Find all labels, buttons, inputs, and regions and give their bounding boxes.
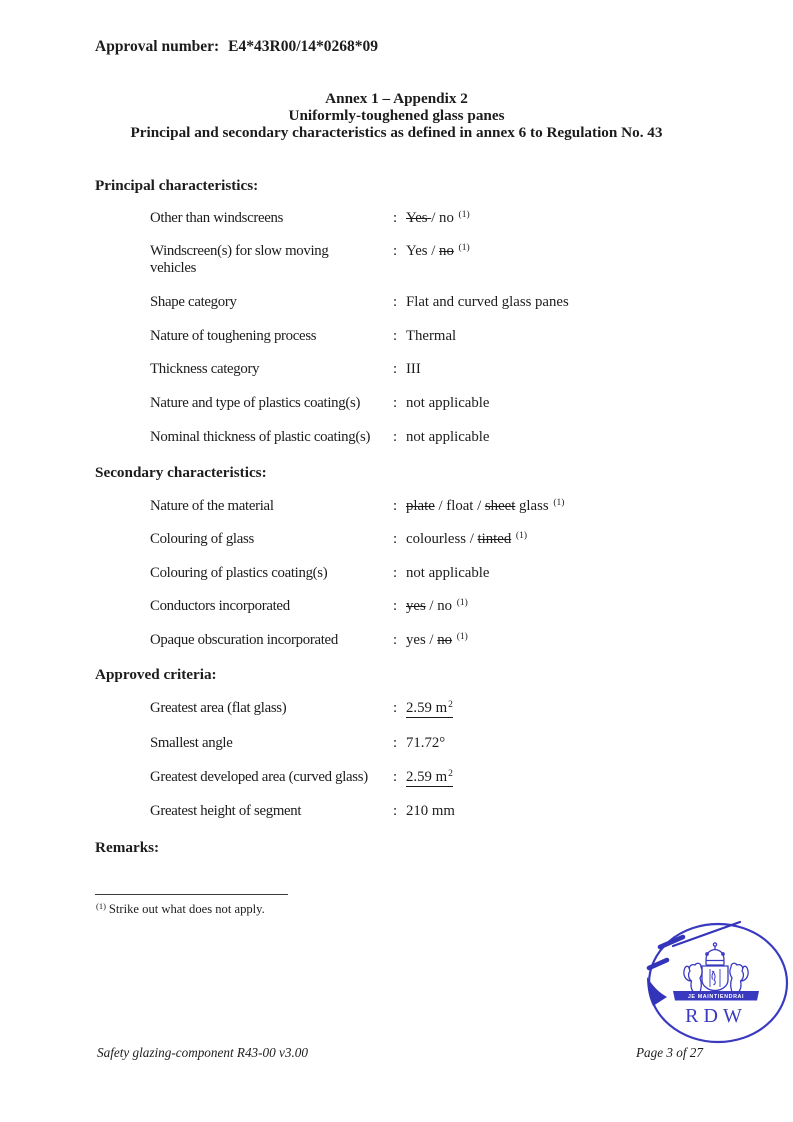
row-colon: : [393,429,398,445]
row-colon: : [393,328,398,344]
row-value: yes / no $^{(1)}$ [406,631,468,648]
row-label: Other than windscreens [150,210,284,226]
footnote-reference: (1) [515,530,527,541]
row-label: Nature of the material [150,498,274,514]
struck-option: no [437,632,453,648]
row-label: Greatest area (flat glass) [150,700,287,716]
footnote [95,902,265,917]
row-colon: : [393,243,398,259]
title-line-2: Uniformly-toughened glass panes [288,107,505,125]
row-value: Yes / no $^{(1)}$ [406,209,470,226]
title-line-1: Annex 1 – Appendix 2 [325,90,468,107]
remarks-heading: Remarks: [95,839,160,856]
row-colon: : [393,294,398,310]
footnote-reference: 2 [448,768,453,779]
row-value: not applicable [406,565,490,581]
row-label: Colouring of glass [150,531,254,547]
footnote-marker: (1) [96,901,106,911]
row-colon: : [393,803,398,819]
footnote-reference: 2 [448,699,453,710]
footnote-reference: (1) [456,597,468,608]
row-colon: : [393,700,398,716]
row-value: plate / float / sheet glass $^{(1)}$ [406,497,565,514]
title-block [0,90,793,142]
section-heading: Approved criteria: [95,666,217,683]
row-value: III [406,361,421,377]
section-heading: Principal characteristics: [95,177,259,194]
row-value: yes / no $^{(1)}$ [406,597,468,614]
approval-number-line [95,38,378,56]
row-value: 71.72° [406,735,446,751]
row-label: Nature of toughening process [150,328,317,344]
struck-option: tinted [477,531,512,547]
row-value: Thermal [406,328,457,344]
struck-option: Yes [406,210,432,226]
row-label: Nominal thickness of plastic coating(s) [150,429,371,445]
struck-option: yes [406,598,426,614]
row-label: Smallest angle [150,735,233,751]
row-colon: : [393,565,398,581]
footnote-reference: (1) [458,209,470,220]
footnote-separator [95,894,288,895]
row-label: Greatest developed area (curved glass) [150,769,368,785]
row-label: Greatest height of segment [150,803,302,819]
row-colon: : [393,632,398,648]
coat-of-arms-icon [684,943,748,994]
footer-document-id: Safety glazing-component R43-00 v3.00 [97,1045,308,1060]
motto-banner [673,991,759,1001]
stamp-org-text: RDW [685,1005,747,1027]
section-heading: Secondary characteristics: [95,464,267,481]
row-colon: : [393,531,398,547]
approval-number-label: Approval number: [95,38,220,55]
row-value: not applicable [406,395,490,411]
row-value: 210 mm [406,803,455,819]
row-label: Colouring of plastics coating(s) [150,565,328,581]
footer-page-number: Page 3 of 27 [635,1045,703,1060]
approval-number-value: E4*43R00/14*0268*09 [228,38,379,55]
row-label: Thickness category [150,361,260,377]
row-value: colourless / tinted $^{(1)}$ [406,530,527,547]
row-label: Nature and type of plastics coating(s) [150,395,361,411]
row-label: Conductors incorporated [150,598,290,614]
row-colon: : [393,361,398,377]
row-colon: : [393,395,398,411]
row-value: 2.59 $m^2$ [406,768,453,785]
footnote-reference: (1) [458,242,470,253]
rdw-stamp [640,915,793,1047]
row-value: 2.59 $m^2$ [406,699,453,716]
footnote-reference: (1) [553,497,565,508]
struck-option: no [439,243,454,259]
row-label: Windscreen(s) for slow moving vehicles [150,243,329,276]
row-label: Opaque obscuration incorporated [150,632,338,648]
row-colon: : [393,769,398,785]
row-value: Yes / no $^{(1)}$ [406,242,470,259]
row-colon: : [393,210,398,226]
row-value: not applicable [406,429,490,445]
row-colon: : [393,498,398,514]
stamp-motto-text: JE MAINTIENDRAI [687,994,745,1000]
row-label: Shape category [150,294,237,310]
title-line-3: Principal and secondary characteristics as defined in annex 6 to Regulation No. 43 [130,124,663,142]
footnote-text: Strike out what does not apply. [108,902,265,916]
row-colon: : [393,735,398,751]
row-colon: : [393,598,398,614]
footnote-reference: (1) [456,631,468,642]
row-value: Flat and curved glass panes [406,294,569,310]
struck-option: plate [406,498,435,514]
struck-option: sheet [484,498,516,514]
